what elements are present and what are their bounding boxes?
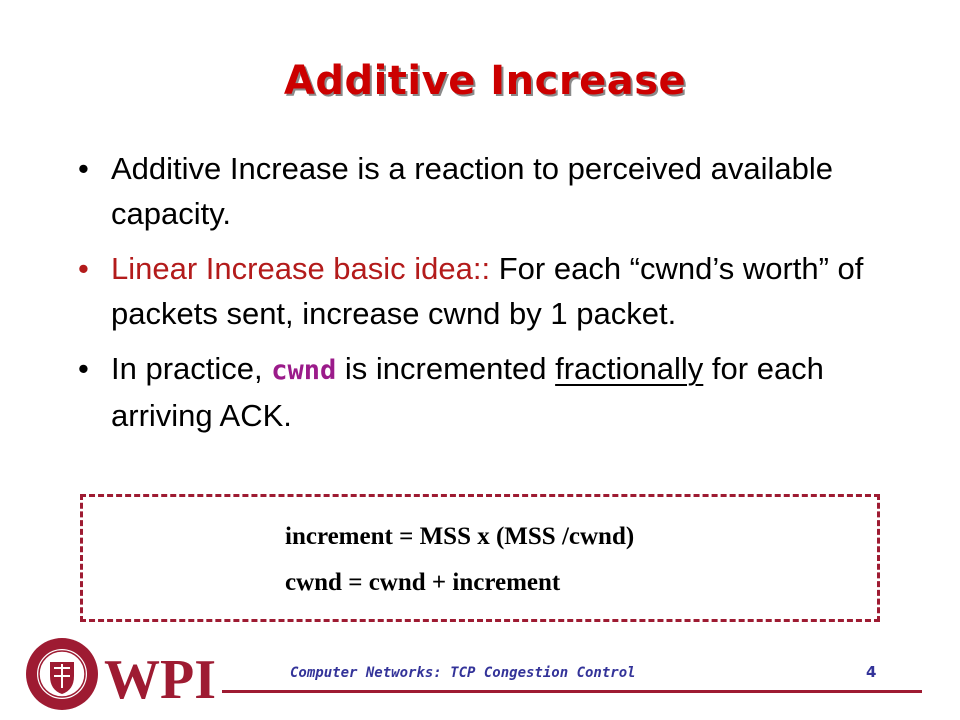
- bullet-text: For each “cwnd’s worth” of packets sent, increase cwnd by 1 packet.: [111, 251, 864, 331]
- bullet-item: [78, 146, 908, 236]
- bullet-text-pre: In practice,: [111, 351, 272, 386]
- bullet-dot: •: [78, 151, 89, 186]
- bullet-highlight-text: Linear Increase basic idea::: [111, 251, 491, 286]
- wpi-logo: [24, 636, 220, 712]
- formula-line-cwnd: cwnd = cwnd + increment: [285, 569, 561, 596]
- bullet-item: [78, 346, 908, 438]
- cwnd-keyword: cwnd: [271, 355, 337, 386]
- bullet-item: [78, 246, 908, 336]
- formula-box: [80, 494, 880, 622]
- page-number: 4: [866, 663, 877, 681]
- bullet-dot: •: [78, 251, 89, 286]
- bullet-text: Additive Increase is a reaction to perceived available capacity.: [111, 151, 834, 231]
- footer-divider: [222, 690, 922, 693]
- bullet-dot: •: [78, 351, 89, 386]
- wpi-wordmark: WPI: [104, 649, 216, 711]
- bullet-text-mid: is incremented: [336, 351, 556, 386]
- formula-line-increment: increment = MSS x (MSS /cwnd): [285, 523, 635, 550]
- slide-title: Additive Increase: [283, 58, 687, 104]
- bullet-text-post: for each arriving ACK.: [111, 351, 824, 433]
- wpi-seal-icon: [26, 638, 98, 710]
- footer-course-title: Computer Networks: TCP Congestion Control: [290, 665, 636, 681]
- bullet-list: [78, 146, 908, 448]
- underlined-word: fractionally: [555, 351, 704, 386]
